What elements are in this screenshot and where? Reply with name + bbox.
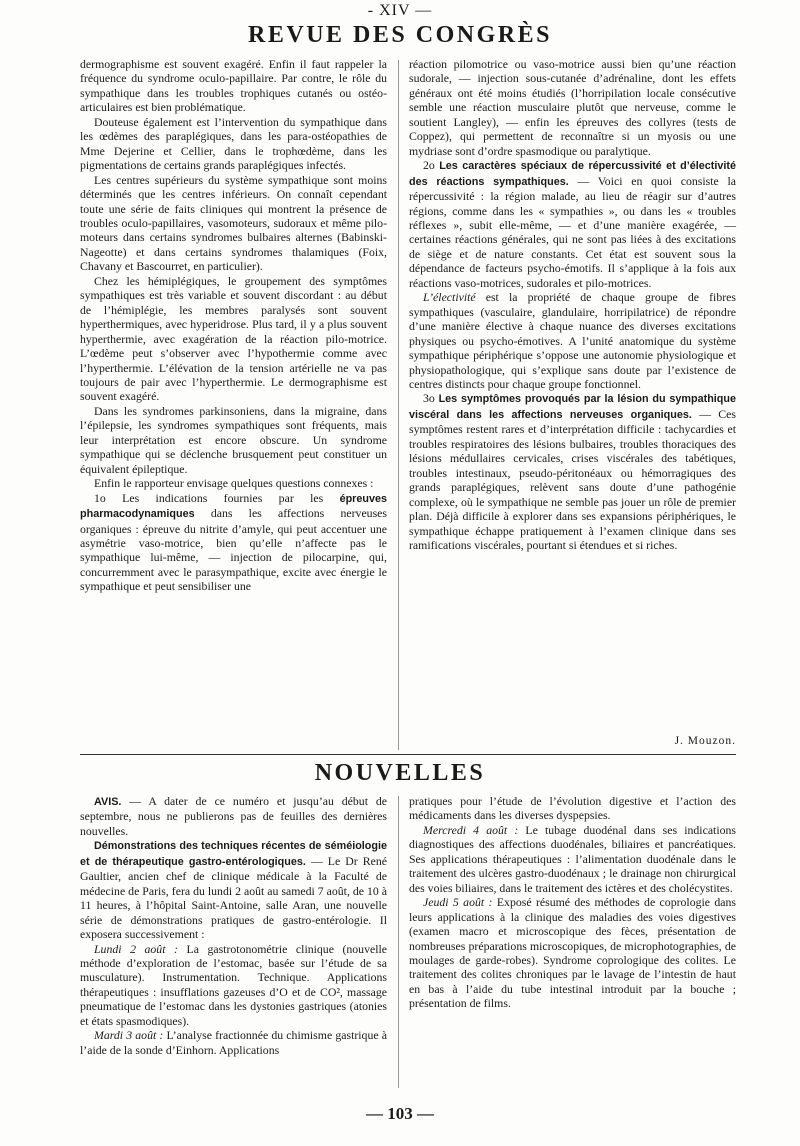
item-heading: épreuves pharmacodynamiques bbox=[80, 492, 387, 521]
news-right-column bbox=[409, 794, 736, 1011]
news-notice bbox=[80, 794, 387, 838]
item-text: — Voici en quoi consiste la répercussivité : la région malade, au lieu de réagir sur d’autres régions, comme dans les « sympathies », ou dans les « troubles réflexes », subit elle-même, — et d’une manière exagérée, — certaines réactions générales, qui ne sont pas liées à des excitations de siège et de nature constants. Cet état est souvent sous la dépendance de facteurs psycho-émotifs. Il s’applique à la fois aux réactions vaso-motrices, sudorales et pilo-motrices. bbox=[409, 173, 737, 290]
day-text: Le tubage duodénal dans ses indications diagnostiques des affections duodénales, biliaires et pancréatiques. Ses applications thérapeutiques : l’alimentation duodénale dans le traitement des ulcères gastro-duodénaux ; le drainage non chirurgical des voies biliaires, dans le traitement des ictères et des cholécystites. bbox=[409, 822, 736, 895]
paragraph: Chez les hémiplégiques, le groupement des symptômes sympathiques est très variable et souvent discordant : au début de l’hémiplégie, les membres paralysés sont souvent hyperthermiques, avec hyperidrose. Plus tard, il y a plus souvent hyperthermie, avec exagération de la réaction pilo-motrice. L’œdème peut s’observer avec l’hypothermie comme avec l’hyperthermie. L’élévation de la tension artérielle ne va pas toujours de pair avec l’hyperthermie. Le dermographisme est souvent exagéré. bbox=[80, 273, 387, 404]
schedule-day bbox=[80, 942, 387, 1029]
section-title-nouvelles: NOUVELLES bbox=[314, 760, 486, 786]
day-label: Mardi 3 août : bbox=[94, 1028, 164, 1043]
item-heading: Les symptômes provoqués par la lésion du sympathique viscéral dans les affections nerveuses organiques. bbox=[409, 393, 736, 421]
schedule-day bbox=[409, 895, 736, 1011]
day-label: Jeudi 5 août : bbox=[423, 895, 493, 910]
paragraph-item-2 bbox=[409, 158, 736, 290]
term: L’électivité bbox=[423, 290, 476, 305]
paragraph: réaction pilomotrice ou vaso-motrice aussi bien qu’une réaction sudorale, — injection sous-cutanée d’adrénaline, dont les effets généraux ont été moins étudiés (l’horripilation locale consécutive semble une réaction musculaire plutôt que nerveuse, comme le soutient Langley), — enfin les épreuves des collyres (tests de Coppez), qui permettent de reconnaître si un myosis ou une mydriase sont d’ordre spasmodique ou paralytique. bbox=[409, 57, 736, 158]
notice-text: — A dater de ce numéro et jusqu’au début de septembre, nous ne publierons pas de feuilles des dernières nouvelles. bbox=[80, 794, 387, 838]
article-right-column bbox=[409, 57, 736, 552]
page-roman-number: - XIV — bbox=[367, 2, 433, 19]
paragraph bbox=[409, 290, 736, 391]
day-label: Lundi 2 août : bbox=[94, 941, 178, 956]
item-text: dans les affections nerveuses organiques : épreuve du nitrite d’amyle, qui peut accentuer une asymétrie vaso-motrice, bien qu’elle n’affecte pas le sympathique lui-même, — injection de pilocarpine, qui, concurremment avec le parasympathique, excite avec énergie le sympathique et peut sensibiliser une bbox=[80, 506, 387, 594]
author-signature: J. Mouzon. bbox=[674, 735, 736, 747]
section-title-revue: REVUE DES CONGRÈS bbox=[248, 22, 552, 48]
item-text: — Ces symptômes restent rares et d’interprétation difficile : tachycardies et troubles respiratoires des lésions bulbaires, troubles thoraciques des lésions médullaires cervicales, crises viscérales des tabétiques, troubles intestinaux, pseudo-péritonéaux ou hémorragiques des grands paraplégiques, relèvent sans doute d’une pathogénie complexe, où le sympathique ne semble pas jouer un rôle de premier plan. Déjà difficile à explorer dans ses expansions périphériques, le sympathique échappe pratiquement à l’examen clinique dans ses ramifications viscérales, pourtant si étendues et si riches. bbox=[409, 406, 736, 552]
news-item-demonstrations bbox=[80, 838, 387, 941]
news-text: — Le Dr René Gaultier, ancien chef de clinique médicale à la Faculté de médecine de Paris, fera du lundi 2 août au samedi 7 août, de 10 à 11 heures, à l’hôpital Saint-Antoine, salle Aran, une nouvelle série de démonstrations pratiques de gastro-entérologie. Il exposera successivement : bbox=[80, 853, 388, 942]
page-number: — 103 — bbox=[366, 1104, 434, 1123]
schedule-day bbox=[409, 823, 736, 895]
column-divider-bottom bbox=[398, 796, 399, 1088]
item-number: 1o bbox=[94, 490, 106, 505]
paragraph-item-1 bbox=[80, 491, 387, 594]
item-heading: Les caractères spéciaux de répercussivité et d’électivité des réactions sympathiques. bbox=[409, 160, 736, 188]
paragraph: Dans les syndromes parkinsoniens, dans la migraine, dans l’épilepsie, les syndromes sympathiques sont fréquents, mais leur interprétation est encore obscure. Un syndrome sympathique qui se déclenche brusquement peut constituer un équivalent épileptique. bbox=[80, 403, 387, 476]
paragraph: Enfin le rapporteur envisage quelques questions connexes : bbox=[94, 476, 374, 491]
paragraph-text: est la propriété de chaque groupe de fibres sympathiques (vasculaire, glandulaire, horripilatrice) de répondre d’une manière élective à chaque nuance des diverses excitations physiques ou psycho-émotives. A l’unité anatomique du système sympathique périphérique s’oppose une autonomie physiologique et physiopathologique, qui s’explique sans doute par l’existence de centres distincts pour chaque groupe fonctionnel. bbox=[409, 290, 736, 391]
item-number: 2o bbox=[423, 158, 435, 173]
day-text: L’analyse fractionnée du chimisme gastrique à l’aide de la sonde d’Einhorn. Applications bbox=[80, 1028, 387, 1057]
day-text: Exposé résumé des méthodes de coprologie dans leurs applications à la clinique des maladies des voies digestives (examen macro et microscopique des fèces, présentation de nombreuses préparations microscopiques, de microphotographies, de moulages de garde-robes). Syndrome coprologique des colites. Le traitement des colites chroniques par le lavage de l’intestin de haut en bas à l’aide du tube intestinal introduit par la bouche ; présentation de films. bbox=[409, 895, 736, 1011]
notice-label: AVIS. bbox=[94, 796, 122, 808]
day-text: La gastrotonométrie clinique (nouvelle méthode d’exploration de l’estomac, basée sur l’étude de sa musculature). Instrumentation. Technique. Applications thérapeutiques : insufflations gazeuses d’O et de CO², massage pneumatique de l’estomac dans les dystonies gastriques (atonies et états spasmodiques). bbox=[80, 941, 388, 1028]
section-divider bbox=[80, 754, 736, 755]
paragraph: Les centres supérieurs du système sympathique sont moins déterminés que les centres inférieurs. On connaît cependant toute une série de faits cliniques qui montrent la présence de troubles oculo-papillaires, vasomoteurs, sudoraux et même pilo-moteurs dans certains syndromes bulbaires alternes (Babinski-Nageotte) et dans certains syndromes thalamiques (Foix, Chavany et Bascourret, en particulier). bbox=[80, 172, 387, 274]
column-divider-top bbox=[398, 60, 399, 750]
paragraph-item-3 bbox=[409, 391, 736, 552]
article-left-column bbox=[80, 57, 387, 594]
day-label: Mercredi 4 août : bbox=[423, 822, 519, 837]
news-left-column bbox=[80, 794, 387, 1057]
paragraph: Douteuse également est l’intervention du sympathique dans les œdèmes des paraplégiques, dans les para-ostéopathies de Mme Dejerine et Cellier, dans le trophœdème, dans les pigmentations de certains grands paraplégiques infectés. bbox=[80, 114, 387, 173]
item-text: Les indications fournies par les bbox=[122, 490, 324, 505]
item-number: 3o bbox=[423, 391, 435, 406]
paragraph: pratiques pour l’étude de l’évolution digestive et l’action des médicaments dans les diverses dyspepsies. bbox=[409, 794, 736, 823]
news-heading: Démonstrations des techniques récentes de séméiologie et de thérapeutique gastro-entérologiques. bbox=[80, 840, 387, 868]
schedule-day bbox=[80, 1028, 387, 1057]
paragraph: dermographisme est souvent exagéré. Enfin il faut rappeler la fréquence du syndrome oculo-papillaire. Par contre, le rôle du sympathique dans les troubles trophiques cutanés ou ostéo-articulaires est bien problématique. bbox=[80, 57, 387, 115]
